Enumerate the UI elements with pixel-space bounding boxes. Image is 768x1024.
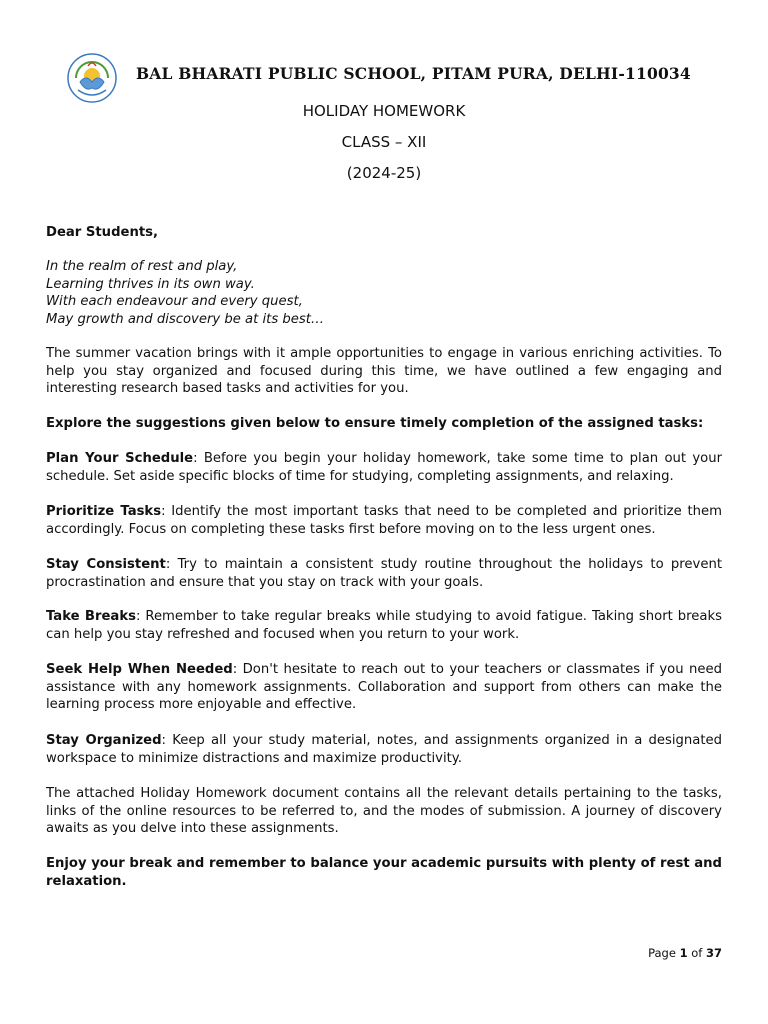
tip-heading: Seek Help When Needed — [46, 662, 233, 677]
attached-paragraph: The attached Holiday Homework document contains all the relevant details pertaining to the tasks, links of the online resources to be referred to, and the modes of submission. A journey of discovery awaits as you delve into these assignments. — [46, 786, 722, 836]
tip-heading: Prioritize Tasks — [46, 504, 162, 519]
tip-text: : Don't hesitate to reach out to your teachers or classmates if you need assistance with any homework assignments. Collaboration and support from others can make the learning process more enjoyable and effective. — [46, 662, 723, 712]
session-label: (2024-25) — [346, 164, 422, 182]
school-name: BAL BHARATI PUBLIC SCHOOL, PITAM PURA, DELHI-110034 — [136, 64, 691, 83]
tip-heading: Plan Your Schedule — [46, 451, 194, 466]
school-crest-logo-icon — [66, 52, 118, 104]
intro-paragraph: The summer vacation brings with it ample opportunities to engage in various enriching activities. To help you stay organized and focused during this time, we have outlined a few engaging and interesting research based tasks and activities for you. — [46, 346, 722, 396]
tip-paragraph — [46, 450, 722, 485]
class-label: CLASS – XII — [341, 133, 427, 151]
tip-paragraph — [46, 503, 722, 538]
tip-text: : Remember to take regular breaks while studying to avoid fatigue. Taking short breaks can help you stay refreshed and focused when you return to your work. — [46, 609, 722, 642]
school-header — [66, 52, 706, 104]
page-number — [648, 946, 722, 960]
tip-heading: Stay Consistent — [46, 557, 166, 572]
tip-text: : Keep all your study material, notes, and assignments organized in a designated workspace to minimize distractions and maximize productivity. — [46, 733, 722, 766]
tip-paragraph — [46, 608, 722, 643]
poem-line: In the realm of rest and play, — [46, 259, 238, 274]
of-word: of — [691, 946, 703, 960]
document-title: HOLIDAY HOMEWORK — [302, 102, 466, 120]
poem-line: With each endeavour and every quest, — [46, 294, 303, 309]
tip-heading: Stay Organized — [46, 733, 162, 748]
tip-paragraph — [46, 556, 722, 591]
current-page: 1 — [679, 946, 688, 960]
tip-paragraph — [46, 732, 722, 767]
tip-paragraph — [46, 661, 722, 714]
total-pages: 37 — [705, 946, 722, 960]
tip-text: : Try to maintain a consistent study routine throughout the holidays to prevent procrastination and ensure that you stay on track with your goals. — [46, 557, 722, 590]
tip-heading: Take Breaks — [46, 609, 136, 624]
tip-text: : Identify the most important tasks that need to be completed and prioritize them accordingly. Focus on completing these tasks first before moving on to the less urgent ones. — [46, 504, 722, 537]
poem-line: May growth and discovery be at its best… — [46, 311, 325, 327]
poem — [46, 258, 722, 328]
salutation: Dear Students, — [46, 225, 159, 240]
poem-line: Learning thrives in its own way. — [46, 276, 255, 292]
closing-paragraph: Enjoy your break and remember to balance your academic pursuits with plenty of rest and relaxation. — [46, 856, 722, 889]
page-word: Page — [648, 946, 676, 960]
tip-text: : Before you begin your holiday homework, take some time to plan out your schedule. Set aside specific blocks of time for studying, completing assignments, and relaxing. — [46, 451, 722, 484]
explore-heading: Explore the suggestions given below to ensure timely completion of the assigned tasks: — [46, 416, 704, 431]
